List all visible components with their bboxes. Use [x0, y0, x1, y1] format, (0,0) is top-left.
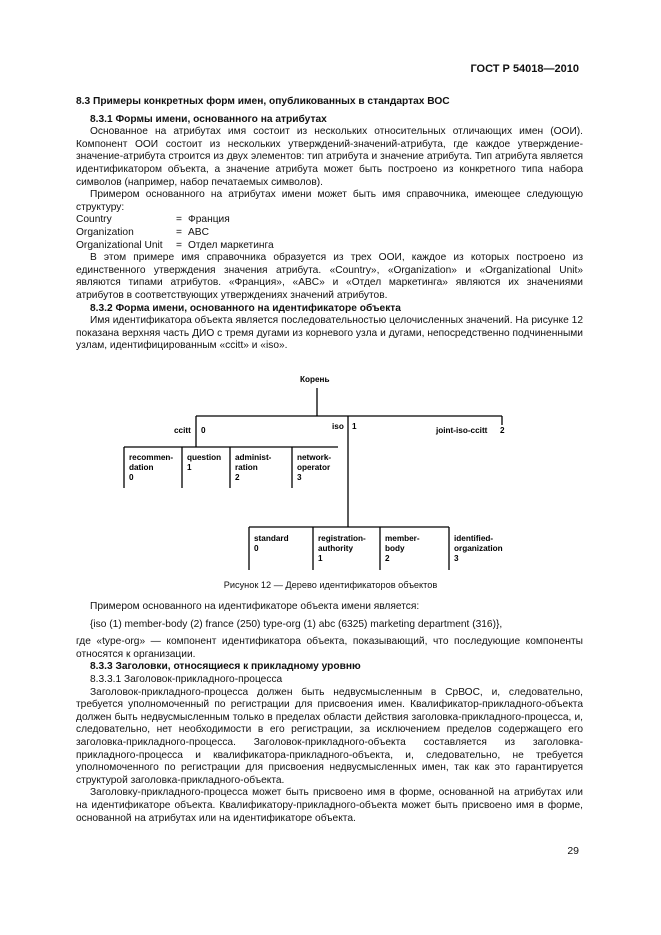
section-8-3-2-title: 8.3.2 Форма имени, основанного на идентификаторе объекта — [90, 302, 401, 314]
node-label: network- — [297, 453, 332, 462]
node-label: member- — [385, 534, 420, 543]
node-number: 3 — [454, 554, 459, 563]
paragraph: где «type-org» — компонент идентификатора объекта, показывающий, что последующие компоненты относятся к организации. — [76, 636, 583, 660]
attribute-value: ABC — [188, 226, 209, 238]
node-number: 2 — [385, 554, 390, 563]
node-number: 1 — [187, 463, 192, 472]
figure-caption: Рисунок 12 — Дерево идентификаторов объектов — [223, 580, 438, 590]
node-number: 2 — [235, 473, 240, 482]
node-number: 0 — [254, 544, 259, 553]
paragraph: Основанное на атрибутах имя состоит из нескольких относительных отличающих имен (ООИ). Компонент ООИ состоит из нескольких утверждений-значений-атрибута, где каждое утверждение-значение-атрибута строится из двух элементов: тип атрибута и значение атрибута. Тип атрибута является идентификатором объекта, а значение атрибута может быть построено из конкретного типа набора символов (например, набор печатаемых символов). — [76, 126, 583, 188]
paragraph: Примером основанного на атрибутах имени может быть имя справочника, имеющее следующую структуру: — [76, 189, 583, 213]
node-label: operator — [297, 463, 331, 472]
text-block-bottom — [76, 601, 583, 825]
node-label: standard — [254, 534, 289, 543]
node-label: identified- — [454, 534, 494, 543]
node-number: 2 — [500, 426, 505, 435]
paragraph: Примером основанного на идентификаторе объекта имени является: — [90, 601, 420, 612]
node-number: 0 — [201, 426, 206, 435]
text-block-top — [76, 96, 583, 353]
node-label: dation — [129, 463, 154, 472]
attribute-type: Organizational Unit — [76, 239, 163, 251]
node-number: 3 — [297, 473, 302, 482]
node-number: 1 — [318, 554, 323, 563]
node-number: 0 — [129, 473, 134, 482]
node-label: ccitt — [174, 426, 191, 435]
node-label: question — [187, 453, 222, 462]
node-label: administ- — [235, 453, 272, 462]
paragraph: Заголовок-прикладного-процесса должен быть недвусмысленным в СрВОС, и, следовательно, требуется уполномоченный по регистрации для присвоения имен. Квалификатор-прикладного-объекта должен быть недвусмысленным только в пределах области действия заголовка-прикладного-процесса, и, следовательно, нет необходимости в его регистрации, за исключением пределов содержащего его заголовка-прикладного-процесса. Заголовок-прикладного-объекта составляется из заголовка-прикладного-процесса и квалификатора-прикладного-объекта, и, следовательно, не требуется уполномоченного по регистрации для присвоения недвусмысленных имен, так как это гарантируется структурой заголовка-прикладного-объекта. — [76, 686, 583, 786]
section-8-3-title: 8.3 Примеры конкретных форм имен, опубликованных в стандартах ВОС — [76, 96, 450, 107]
node-label: registration- — [318, 534, 366, 543]
node-label: iso — [332, 422, 344, 431]
section-8-3-3-title: 8.3.3 Заголовки, относящиеся к прикладному уровню — [90, 661, 361, 673]
node-label: organization — [454, 544, 503, 553]
attribute-value: Франция — [188, 214, 230, 226]
tree-root-label: Корень — [300, 375, 330, 384]
attribute-row: Country = Франция — [76, 214, 230, 226]
oid-example: {iso (1) member-body (2) france (250) type-org (1) abc (6325) marketing department (316)}, — [90, 618, 503, 630]
node-number: 1 — [352, 422, 357, 431]
paragraph: Заголовку-прикладного-процесса может быть присвоено имя в форме, основанной на атрибутах или на идентификаторе объекта. Квалификатору-прикладного-объекта может быть присвоено имя в форме, основанной на атрибутах или на идентификаторе объекта. — [76, 787, 583, 824]
attribute-value: Отдел маркетинга — [188, 239, 274, 251]
node-label: ration — [235, 463, 258, 472]
attribute-row: Organizational Unit = Отдел маркетинга — [76, 239, 274, 251]
node-label: authority — [318, 544, 354, 553]
attribute-type: Organization — [76, 226, 134, 238]
page-number: 29 — [567, 845, 579, 857]
subsection-8-3-3-1-title: 8.3.3.1 Заголовок-прикладного-процесса — [90, 673, 283, 685]
attribute-type: Country — [76, 214, 112, 226]
node-label: body — [385, 544, 405, 553]
section-8-3-1-title: 8.3.1 Формы имени, основанного на атрибутах — [90, 113, 327, 125]
paragraph: Имя идентификатора объекта является последовательностью целочисленных значений. На рисунке 12 показана верхняя часть ДИО с тремя дугами из корневого узла и дугами, непосредственно подчиненными узлам, идентифицированным «ccitt» и «iso». — [76, 315, 583, 352]
attribute-row: Organization = ABC — [76, 226, 209, 238]
node-label: joint-iso-ccitt — [436, 426, 488, 435]
paragraph: В этом примере имя справочника образуется из трех ООИ, каждое из которых построено из единственного утверждения значения атрибута. «Country», «Organization» и «Organizational Unit» являются типами атрибутов. «Франция», «ABC» и «Отдел маркетинга» являются их значениями атрибутов в соответствующих утверждениях значений атрибутов. — [76, 252, 583, 301]
node-label: recommen- — [129, 453, 174, 462]
standard-designation: ГОСТ Р 54018—2010 — [470, 63, 579, 75]
